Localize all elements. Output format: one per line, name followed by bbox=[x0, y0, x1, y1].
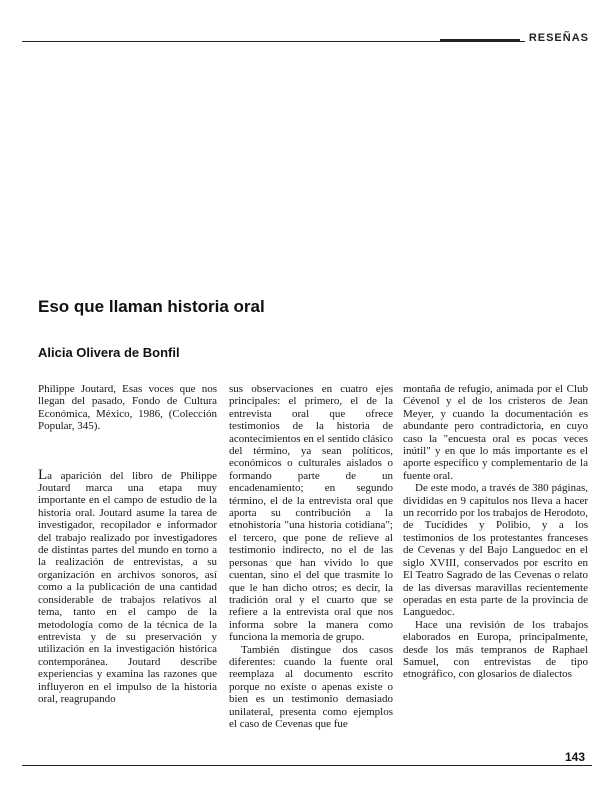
body-paragraph: montaña de refugio, animada por el Club Cévenol y el de los cristeros de Jean Meyer, y cuando la documentación es abundante pero contradictoria, en cuyo caso la "encuesta oral es pocas veces inútil" y en que lo más importante es el aporte específico y complementario de la fuente oral. bbox=[403, 383, 588, 482]
body-paragraph: sus observaciones en cuatro ejes principales: el primero, el de la entrevista oral que ofrece testimonios de la historia de acontecimientos en el sentido clásico del término, ya sean políticos, económicos o culturales aislados o formando parte de un encadenamiento; en segundo término, el de la entrevista oral que aporta su contribución a la etnohistoria "una historia cotidiana"; el tercero, que pone de relieve al testimonio indirecto, no el de las personas que han vivido lo que cuentan, sino el del que trasmite lo que le han dicho otros; es decir, la tradición oral y el cuarto que se refiere a la entrevista oral que nos informa sobre la manera como funciona la memoria de grupo. bbox=[229, 383, 393, 644]
column-1 bbox=[38, 383, 217, 705]
article-title: Eso que llaman historia oral bbox=[38, 297, 265, 316]
article-author: Alicia Olivera de Bonfil bbox=[38, 345, 180, 360]
header-rule-accent bbox=[440, 39, 520, 42]
body-paragraph: De este modo, a través de 380 páginas, divididas en 9 capítulos nos lleva a hacer un recorrido por los trabajos de Herodoto, de Tucídides y Polibio, y a los testimonios de los protestantes franceses de Cevenas y del Bajo Languedoc en el siglo XVIII, conservados por escrito en El Teatro Sagrado de las Cevenas o relato de las diversas maravillas recientemente operadas en esta parte de la provincia de Languedoc. bbox=[403, 482, 588, 619]
column-2 bbox=[229, 383, 393, 730]
drop-letter: L bbox=[38, 466, 48, 483]
body-paragraph: También distingue dos casos diferentes: cuando la fuente oral reemplaza al documento escrito porque no existe o apenas existe o bien es un testimonio demasiado unilateral, presenta como ejemplos el caso de Cevenas que fue bbox=[229, 643, 393, 730]
body-paragraph: Hace una revisión de los trabajos elaborados en Europa, principalmente, desde los más tempranos de Raphael Samuel, con entrevistas de tipo etnográfico, con glosarios de dialectos bbox=[403, 618, 588, 681]
body-paragraph bbox=[38, 466, 217, 706]
page-number: 143 bbox=[564, 750, 585, 764]
section-label: RESEÑAS bbox=[525, 32, 593, 44]
footer-rule bbox=[22, 765, 592, 766]
body-text: a aparición del libro de Philippe Joutard marca una etapa muy importante en el campo de estudio de la historia oral. Joutard asume la tarea de investigador, recopilador e informador del trabajo realizado por investigadores de distintas partes del mundo en torno a la realización de entrevistas, a su organización en archivos sonoros, así como a la publicación de una cantidad considerable de trabajos relativos al tema, tanto en el campo de la metodología como de la técnica de la entrevista y de su preservación y utilización en la investigación histórica contemporánea. Joutard describe experiencias y examina las razones que influyeron en el impulso de la historia oral, reagrupando bbox=[38, 469, 217, 705]
bibliographic-reference: Philippe Joutard, Esas voces que nos llegan del pasado, Fondo de Cultura Económica, México, 1986, (Colección Popular, 345). bbox=[38, 383, 217, 433]
column-3 bbox=[403, 383, 588, 681]
